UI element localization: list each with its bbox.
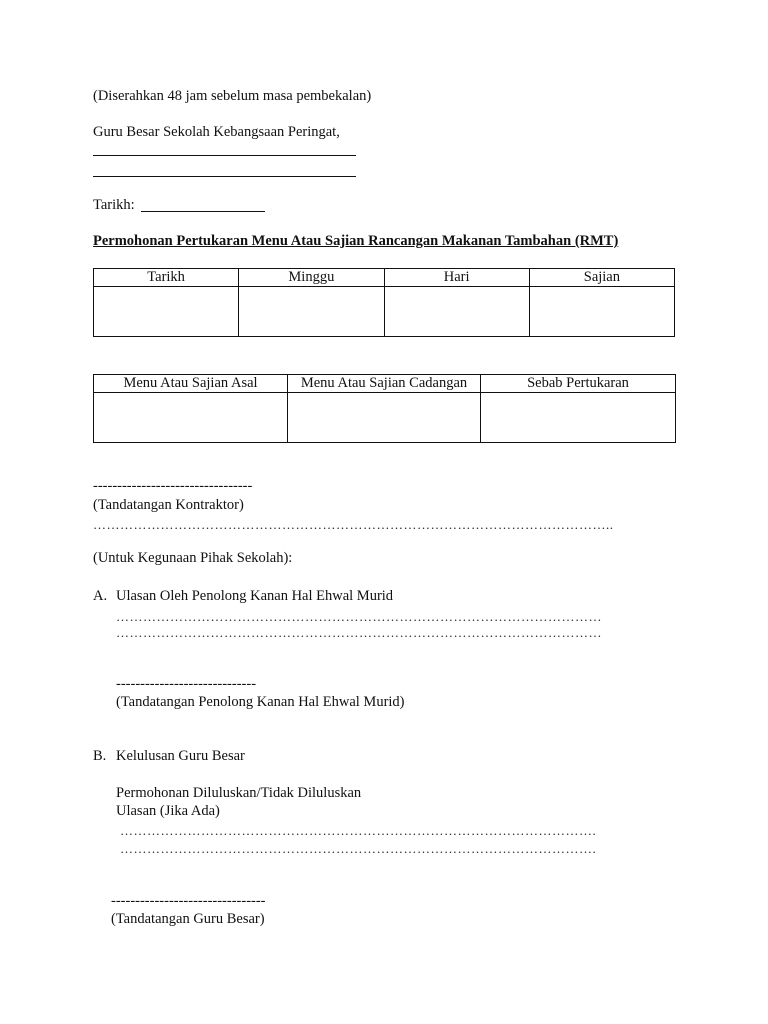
table1-header-sajian: Sajian — [529, 269, 674, 287]
school-use-heading: (Untuk Kegunaan Pihak Sekolah): — [93, 550, 293, 566]
address-line-1 — [93, 155, 356, 156]
table2-header-menu-atau-sajian-cadangan: Menu Atau Sajian Cadangan — [288, 375, 481, 393]
section-a-signature-line: ----------------------------- — [116, 676, 257, 692]
approval-decision: Permohonan Diluluskan/Tidak Diluluskan — [116, 785, 362, 801]
separator-dotted-line: …………………………………………………………………………………………………….. — [93, 517, 614, 532]
contractor-signature-line: --------------------------------- — [93, 478, 253, 494]
section-b-dotted-line-2: ……………………………………………………………………………………………. — [120, 841, 597, 856]
section-b-heading: Kelulusan Guru Besar — [116, 748, 245, 764]
table-cell[interactable] — [94, 393, 288, 443]
menu-change-table — [93, 374, 676, 443]
section-b-marker: B. — [93, 748, 107, 764]
date-line — [141, 211, 265, 212]
table1-header-minggu: Minggu — [239, 269, 384, 287]
table-cell[interactable] — [529, 287, 674, 337]
table-cell[interactable] — [94, 287, 239, 337]
table1-header-hari: Hari — [384, 269, 529, 287]
section-a-dotted-line-2: ……………………………………………………………………………………………… — [116, 625, 602, 640]
table2-header-sebab-pertukaran: Sebab Pertukaran — [481, 375, 676, 393]
section-a-heading: Ulasan Oleh Penolong Kanan Hal Ehwal Murid — [116, 588, 394, 604]
section-a-marker: A. — [93, 588, 108, 604]
table-cell[interactable] — [239, 287, 384, 337]
section-a-dotted-line-1: ……………………………………………………………………………………………… — [116, 609, 602, 624]
table-row — [94, 287, 675, 337]
section-b-dotted-line-1: ……………………………………………………………………………………………. — [120, 823, 597, 838]
contractor-signature-label: (Tandatangan Kontraktor) — [93, 497, 244, 513]
table-cell[interactable] — [288, 393, 481, 443]
table-row — [94, 393, 676, 443]
submission-note: (Diserahkan 48 jam sebelum masa pembekalan) — [93, 88, 372, 104]
section-b-signature-line: -------------------------------- — [111, 893, 266, 909]
date-label: Tarikh: — [93, 197, 135, 213]
addressee: Guru Besar Sekolah Kebangsaan Peringat, — [93, 124, 340, 140]
remarks-label: Ulasan (Jika Ada) — [116, 803, 220, 819]
section-b-signature-label: (Tandatangan Guru Besar) — [111, 911, 265, 927]
table2-header-menu-atau-sajian-asal: Menu Atau Sajian Asal — [94, 375, 288, 393]
schedule-table — [93, 268, 675, 337]
table1-header-tarikh: Tarikh — [94, 269, 239, 287]
section-a-signature-label: (Tandatangan Penolong Kanan Hal Ehwal Murid) — [116, 694, 405, 710]
address-line-2 — [93, 176, 356, 177]
table-cell[interactable] — [481, 393, 676, 443]
table-cell[interactable] — [384, 287, 529, 337]
form-title: Permohonan Pertukaran Menu Atau Sajian Rancangan Makanan Tambahan (RMT) — [93, 233, 619, 249]
